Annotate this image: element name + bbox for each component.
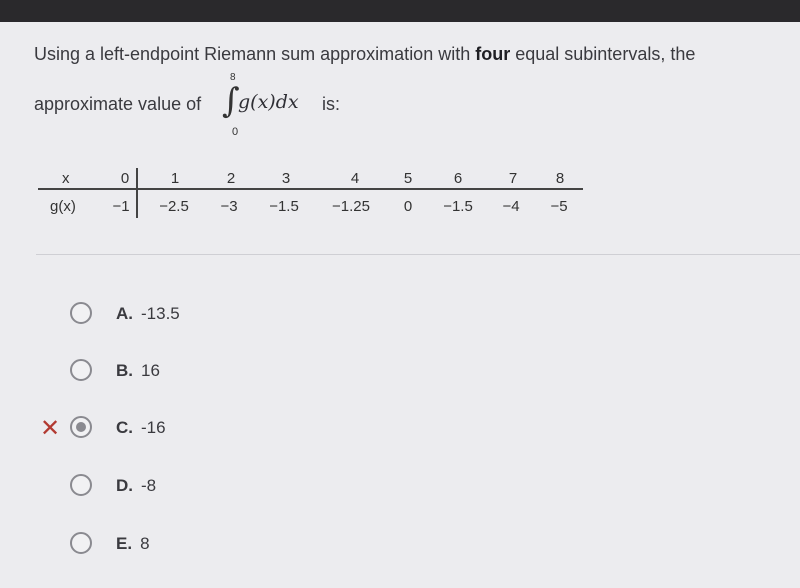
table-x-cell: 4 xyxy=(350,170,360,187)
table-gx-cell: −1.5 xyxy=(269,198,299,215)
table-gx-cell: −1.5 xyxy=(443,198,473,215)
table-x-cell: 5 xyxy=(403,170,413,187)
option-label xyxy=(116,304,180,324)
option-letter: C. xyxy=(116,418,133,437)
option-value: -13.5 xyxy=(141,304,180,323)
section-divider xyxy=(36,254,800,255)
integrand: g(x)dx xyxy=(238,91,299,113)
table-gx-cell: −5 xyxy=(550,198,568,215)
integral-sign: ∫ xyxy=(222,81,240,121)
table-horizontal-rule xyxy=(38,188,583,190)
table-x-cell: 2 xyxy=(226,170,236,187)
table-gx-cell: −1.25 xyxy=(332,198,370,215)
option-value: 16 xyxy=(141,361,160,380)
question-text-bold: four xyxy=(475,44,511,64)
integral-upper-limit: 8 xyxy=(230,72,236,83)
radio-button[interactable] xyxy=(70,474,92,496)
table-x-cell: 6 xyxy=(453,170,463,187)
radio-button-selected[interactable] xyxy=(70,416,92,438)
radio-button[interactable] xyxy=(70,359,92,381)
table-x-cell: 3 xyxy=(281,170,291,187)
top-band xyxy=(0,0,800,22)
table-row-label-x: x xyxy=(62,170,70,187)
option-letter: A. xyxy=(116,304,133,323)
incorrect-x-icon: ✕ xyxy=(40,415,61,442)
table-gx-cell: −4 xyxy=(502,198,520,215)
table-x-cell: 7 xyxy=(508,170,518,187)
question-line-1 xyxy=(34,44,695,65)
question-text-post: equal subintervals, the xyxy=(510,44,696,64)
integral-lower-limit: 0 xyxy=(232,126,239,138)
table-row-label-gx: g(x) xyxy=(50,198,76,215)
option-value: -16 xyxy=(141,418,166,437)
table-gx-cell: −1 xyxy=(112,198,130,215)
table-gx-cell: 0 xyxy=(403,198,413,215)
table-x-cell: 8 xyxy=(555,170,565,187)
table-x-cell: 1 xyxy=(170,170,180,187)
question-line-2-end: is: xyxy=(322,94,340,114)
table-gx-cell: −2.5 xyxy=(159,198,189,215)
values-table xyxy=(38,168,583,220)
option-label xyxy=(116,476,156,496)
radio-button[interactable] xyxy=(70,532,92,554)
option-value: -8 xyxy=(141,476,157,495)
radio-button[interactable] xyxy=(70,302,92,324)
question-line-2: approximate value of xyxy=(34,94,202,114)
option-label xyxy=(116,534,150,554)
option-value: 8 xyxy=(140,534,150,553)
option-label xyxy=(116,361,160,381)
option-letter: B. xyxy=(116,361,133,380)
option-letter: D. xyxy=(116,476,133,495)
question-text-pre: Using a left-endpoint Riemann sum approximation with xyxy=(34,44,476,64)
table-x-cell: 0 xyxy=(120,170,130,187)
option-letter: E. xyxy=(116,534,133,553)
table-gx-cell: −3 xyxy=(220,198,238,215)
option-label xyxy=(116,418,166,438)
